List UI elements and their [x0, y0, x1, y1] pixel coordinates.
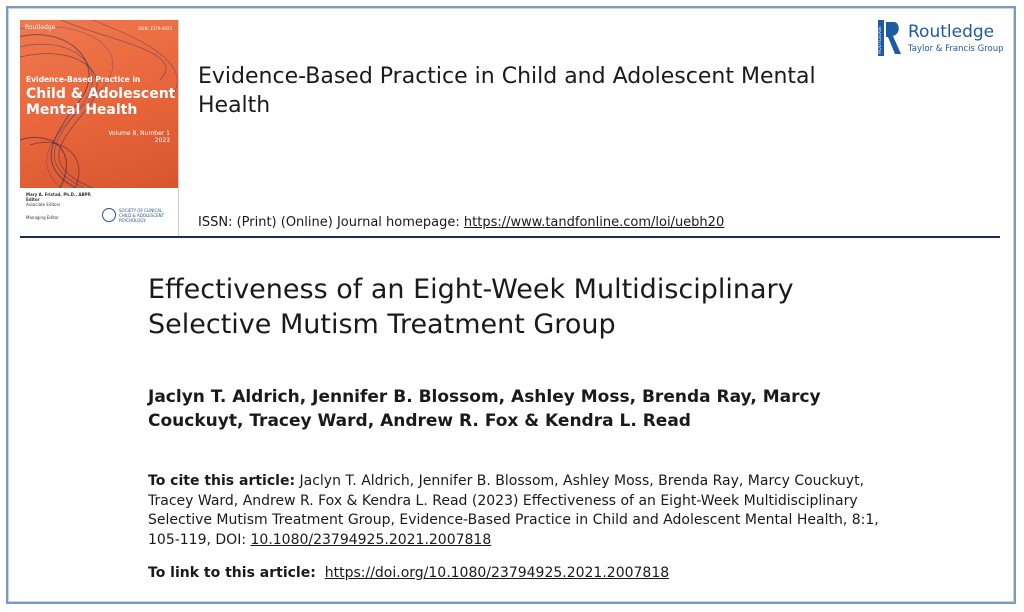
society-logo	[102, 208, 174, 228]
cover-title: Child & Adolescent Mental Health	[26, 86, 176, 118]
cover-associate-editors: Associate Editors	[26, 202, 61, 207]
cover-issn: ISSN: 2379-4925	[138, 26, 172, 31]
routledge-subtitle: Taylor & Francis Group	[908, 44, 1004, 54]
article-link[interactable]: https://doi.org/10.1080/23794925.2021.2007818	[324, 565, 670, 581]
society-seal-icon	[102, 208, 116, 222]
society-name: SOCIETY OF CLINICAL CHILD & ADOLESCENT PSYCHOLOGY	[119, 208, 164, 223]
journal-cover	[20, 20, 179, 238]
citation-label: To cite this article:	[148, 473, 296, 489]
cover-editor: Mary A. Fristad, Ph.D., ABPP, Editor	[26, 192, 92, 202]
journal-title: Evidence-Based Practice in Child and Adolescent Mental Health	[198, 64, 816, 118]
routledge-name: Routledge	[908, 22, 995, 42]
cover-year: 2023	[154, 137, 170, 144]
routledge-vertical-text: ROUTLEDGE	[878, 26, 883, 54]
cover-editors	[26, 192, 106, 220]
journal-homepage-link[interactable]: https://www.tandfonline.com/loi/uebh20	[463, 215, 725, 230]
routledge-logo	[878, 20, 1008, 60]
article-title: Effectiveness of an Eight-Week Multidisciplinary Selective Mutism Treatment Group	[148, 274, 794, 340]
citation-text: Jaclyn T. Aldrich, Jennifer B. Blossom, Ashley Moss, Brenda Ray, Marcy Couckuyt, Tracey Ward, Andrew R. Fox & Kendra L. Read (2023) Effectiveness of an Eight-Week Multidisciplinary Selective Mutism Treatment Group, Evidence-Based Practice in Child and Adolescent Mental Health, 8:1, 105-119, DOI:	[148, 473, 879, 548]
routledge-r-icon	[878, 20, 902, 56]
article-authors: Jaclyn T. Aldrich, Jennifer B. Blossom, Ashley Moss, Brenda Ray, Marcy Couckuyt, Tracey Ward, Andrew R. Fox & Kendra L. Read	[148, 387, 821, 431]
citation-block	[148, 472, 888, 550]
cover-artwork	[20, 20, 178, 188]
cover-publisher: Routledge	[25, 24, 56, 31]
cover-volume	[100, 130, 170, 144]
cover-subtitle: Evidence-Based Practice in	[26, 75, 141, 84]
article-link-label: To link to this article:	[148, 565, 316, 581]
issn-line	[198, 215, 724, 230]
header-divider	[20, 236, 1000, 238]
cover-managing-editor: Managing Editor	[26, 215, 59, 220]
issn-text: ISSN: (Print) (Online) Journal homepage:	[198, 215, 464, 230]
cover-volume-number: Volume 8, Number 1	[108, 130, 170, 137]
doi-link[interactable]: 10.1080/23794925.2021.2007818	[250, 531, 492, 548]
article-link-line	[148, 565, 669, 581]
